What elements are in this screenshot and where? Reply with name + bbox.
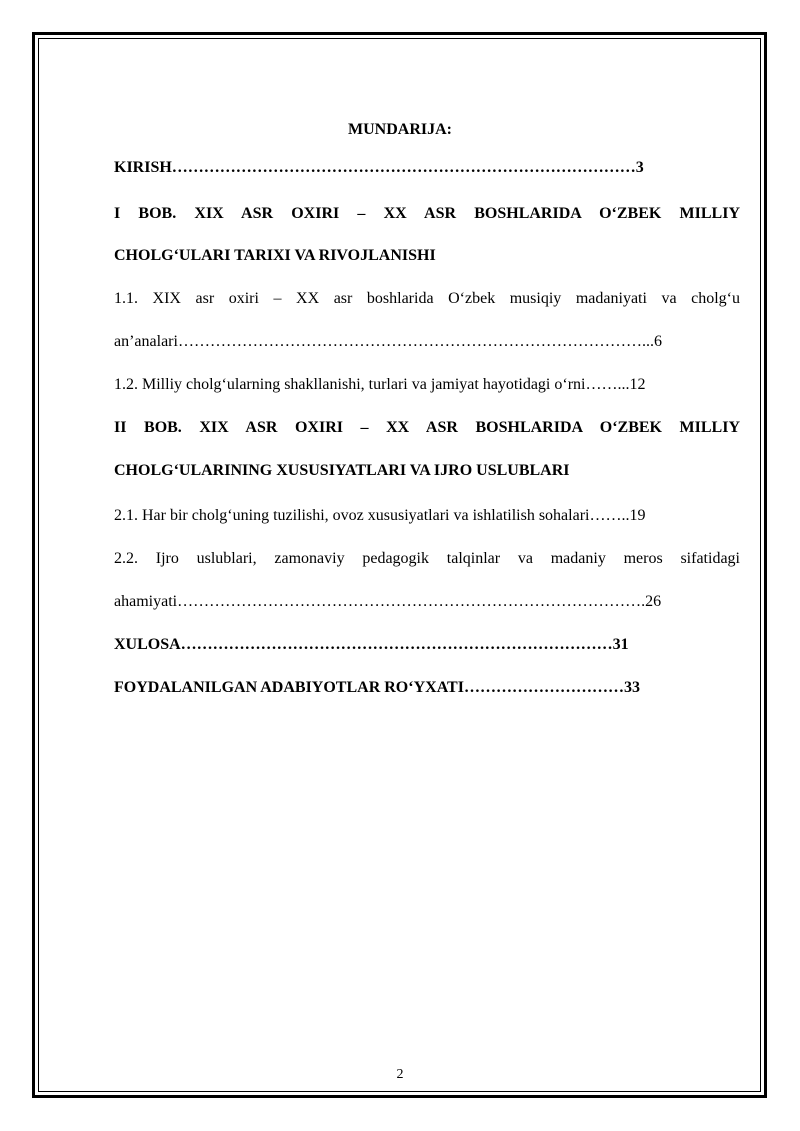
- toc-entry-2-2-line-2: ahamiyati…………………………………………………………………………….26: [114, 593, 662, 610]
- toc-entry-2-2-line-1: 2.2. Ijro uslublari, zamonaviy pedagogik talqinlar va madaniy meros sifatidagi: [114, 550, 740, 567]
- toc-chapter-1-title-line-2: CHOLG‘ULARI TARIXI VA RIVOJLANISHI: [114, 247, 436, 264]
- page-number: 2: [396, 1067, 404, 1082]
- toc-entry-1-1-line-2: an’analari……………………………………………………………………………...6: [114, 333, 662, 350]
- toc-entry-adabiyotlar: FOYDALANILGAN ADABIYOTLAR RO‘YXATI…………………………33: [114, 679, 640, 696]
- toc-entry-xulosa: XULOSA………………………………………………………………………31: [114, 636, 629, 653]
- toc-entry-2-1: 2.1. Har bir cholg‘uning tuzilishi, ovoz xususiyatlari va ishlatilish sohalari……..19: [114, 507, 646, 524]
- toc-chapter-2-title-line-1: II BOB. XIX ASR OXIRI – XX ASR BOSHLARIDA O‘ZBEK MILLIY: [114, 419, 740, 436]
- toc-entry-kirish: KIRISH……………………………………………………………………………3: [114, 159, 644, 176]
- toc-chapter-1-title-line-1: I BOB. XIX ASR OXIRI – XX ASR BOSHLARIDA O‘ZBEK MILLIY: [114, 205, 740, 222]
- toc-heading: MUNDARIJA:: [348, 121, 452, 138]
- toc-entry-1-2: 1.2. Milliy cholg‘ularning shakllanishi, turlari va jamiyat hayotidagi o‘rni……...12: [114, 376, 646, 393]
- toc-chapter-2-title-line-2: CHOLG‘ULARINING XUSUSIYATLARI VA IJRO USLUBLARI: [114, 462, 570, 479]
- toc-entry-1-1-line-1: 1.1. XIX asr oxiri – XX asr boshlarida O‘zbek musiqiy madaniyati va cholg‘u: [114, 290, 740, 307]
